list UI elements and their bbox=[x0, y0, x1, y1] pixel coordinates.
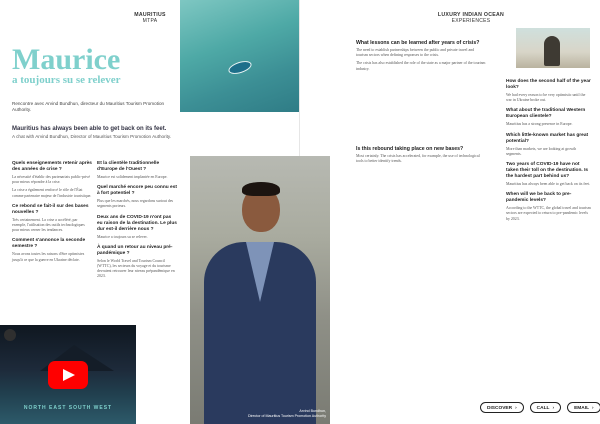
question: Quels enseignements retenir après des années de crise ? bbox=[12, 161, 92, 172]
video-thumbnail[interactable] bbox=[0, 325, 136, 424]
paragraph: La crise a également renforcé le rôle de l'État comme partenaire majeur de l'industrie touristique. bbox=[12, 188, 92, 198]
question: Ce rebond se fait-il sur des bases nouvelles ? bbox=[12, 203, 89, 215]
photo-credit bbox=[248, 409, 326, 418]
question: Comment s'annonce la seconde semestre ? bbox=[12, 238, 86, 250]
english-lede bbox=[12, 126, 172, 141]
chevron-right-icon: › bbox=[552, 406, 555, 411]
paragraph: We had every reason to be very optimistic until the war in Ukraine broke out. bbox=[506, 93, 586, 103]
question: What lessons can be learned after years of crisis? bbox=[356, 40, 480, 46]
portrait-thumbnail-photo bbox=[516, 28, 590, 68]
english-column-main-bottom bbox=[356, 154, 486, 167]
question: Is this rebound taking place on new bases? bbox=[356, 146, 464, 152]
boat-aerial-photo bbox=[180, 0, 300, 112]
french-column-1 bbox=[12, 156, 92, 266]
credit-role: Director of Mauritius Tourism Promotion Authority bbox=[247, 413, 326, 418]
paragraph: More than markets, we are looking at growth segments. bbox=[506, 146, 577, 156]
question: Deux ans de COVID-19 n'ont pas eu raison de la destination. Le plus dur est-il derrière nous ? bbox=[97, 214, 177, 232]
chevron-right-icon: › bbox=[515, 406, 517, 411]
question: Et la clientèle traditionnelle d'Europe de l'Ouest ? bbox=[97, 161, 160, 172]
paragraph: Très certainement. La crise a accéléré, par exemple, l'utilisation des outils technologiques pour mieux cerner les tendances. bbox=[12, 217, 85, 233]
french-column-2 bbox=[97, 156, 177, 283]
paragraph: Plus que les marchés, nous regardons surtout des segments porteurs. bbox=[97, 199, 174, 209]
paragraph: La nécessité d'établir des partenariats public-privé pour mieux répondre à la crise. bbox=[12, 175, 90, 185]
lede-strong: Mauritius has always been able to get back on its feet. bbox=[12, 126, 167, 132]
title-subtitle: a toujours su se relever bbox=[12, 74, 121, 86]
email-button[interactable] bbox=[567, 402, 600, 413]
english-column-right bbox=[506, 74, 592, 225]
paragraph: Mauritius has always been able to get back on its feet. bbox=[506, 182, 591, 187]
question: Quel marché encore peu connu est à fort potentiel ? bbox=[97, 185, 177, 197]
call-label: CALL bbox=[536, 406, 550, 411]
english-column-main-top bbox=[356, 48, 486, 75]
question: Which little-known market has great potential? bbox=[506, 132, 589, 144]
paragraph: The need to establish partnerships between the public and private travel and tourism sectors when defining responses to the crisis. bbox=[356, 48, 475, 58]
paragraph: Most certainly. The crisis has accelerated, for example, the use of technological tools to better identify trends. bbox=[356, 154, 480, 164]
paragraph: Mauritius has a strong presence in Europe. bbox=[506, 122, 573, 127]
question: How does the second half of the year look? bbox=[506, 79, 591, 90]
title-main: Maurice bbox=[12, 43, 121, 76]
channel-logo-icon bbox=[4, 329, 16, 341]
figure-silhouette bbox=[544, 36, 560, 66]
paragraph: Maurice est solidement implantée en Europe. bbox=[97, 175, 168, 179]
question: What about the traditional Western European clientele? bbox=[506, 108, 586, 120]
section-header-left bbox=[122, 12, 178, 24]
question: À quand un retour au niveau pré-pandémique ? bbox=[97, 244, 173, 256]
call-button[interactable] bbox=[530, 402, 561, 413]
boat-shape bbox=[227, 59, 253, 77]
section-label: LUXURY INDIAN OCEAN bbox=[437, 12, 505, 18]
section-label: MAURITIUS bbox=[134, 12, 166, 18]
paragraph: Nous avons toutes les raisons d'être optimistes jusqu'à ce que la guerre en Ukraine déclate. bbox=[12, 252, 85, 262]
paragraph: The crisis has also established the role of the state as a major partner of the tourism industry. bbox=[356, 61, 486, 71]
paragraph: Selon le World Travel and Tourism Council (WTTC), les secteurs du voyage et du tourisme devraient retrouver leur niveau prépandémique en 2023. bbox=[97, 258, 175, 279]
question: When will we be back to pre-pandemic levels? bbox=[506, 192, 572, 204]
action-buttons bbox=[480, 402, 600, 413]
section-sublabel: EXPERIENCES bbox=[451, 18, 491, 24]
question: Two years of COVID-19 have not taken their toll on the destination. Is the hardest part behind us? bbox=[506, 162, 589, 180]
intro-text: Rencontre avec Arvind Bundhun, directeur du Mauritius Tourism Promotion Authority. bbox=[12, 101, 165, 112]
lede-note: A chat with Arvind Bundhun, Director of Mauritius Tourism Promotion Authority. bbox=[12, 134, 172, 139]
paragraph: Maurice a toujours su se relever. bbox=[97, 234, 148, 239]
video-caption: NORTH EAST SOUTH WEST bbox=[23, 405, 113, 411]
youtube-play-icon[interactable] bbox=[48, 361, 88, 389]
credit-name: Arvind Bundhun, bbox=[299, 409, 326, 414]
hair-shape bbox=[242, 182, 280, 196]
arvind-bundhun-portrait bbox=[190, 156, 330, 424]
section-sublabel: MTPA bbox=[142, 18, 158, 24]
article-title bbox=[12, 43, 121, 87]
section-header-right bbox=[436, 12, 506, 24]
discover-button[interactable] bbox=[480, 402, 524, 413]
discover-label: DISCOVER bbox=[487, 406, 513, 411]
paragraph: According to the WTTC, the global travel and tourism sectors are expected to return to pre-pandemic levels by 2023. bbox=[506, 206, 591, 221]
chevron-right-icon: › bbox=[592, 406, 594, 411]
email-label: EMAIL bbox=[574, 406, 590, 411]
